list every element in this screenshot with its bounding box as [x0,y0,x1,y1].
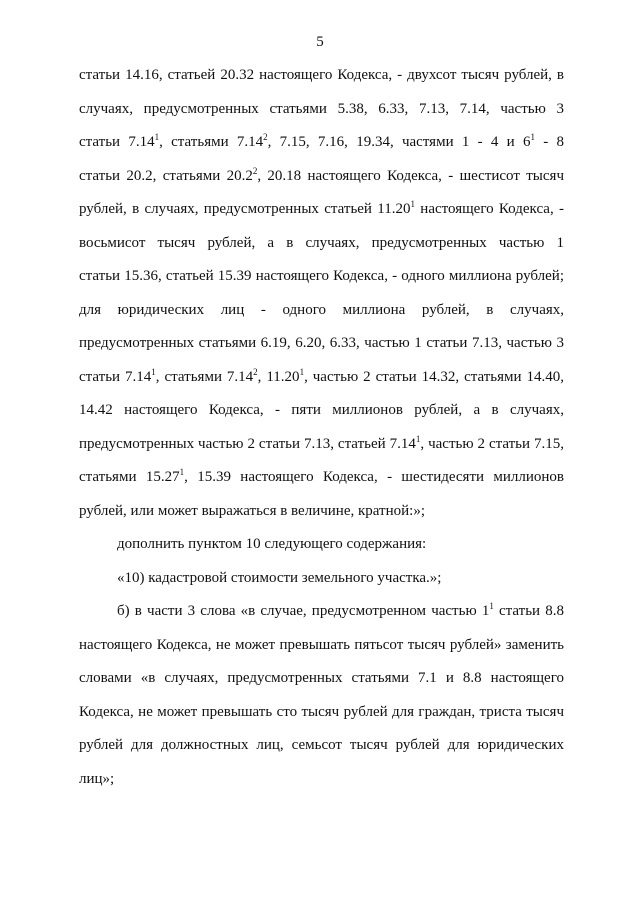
text-line [79,300,564,320]
text-line [79,199,564,219]
text-line [79,501,564,521]
text-segment: предусмотренных частью 2 статьи 7.13, статьей 7.14 [79,435,416,452]
superscript: 1 [154,132,160,142]
text-line [79,166,564,186]
superscript: 1 [410,199,415,209]
text-line [79,65,564,85]
text-segment: , частью 2 статьи 7.15, [420,435,564,452]
text-line [79,668,564,688]
text-segment: , 11.20 [257,368,300,385]
text-segment: дополнить пунктом 10 следующего содержания: [117,536,427,552]
text-segment: 14.42 настоящего Кодекса, - пяти миллионов рублей, а в случаях, [79,402,564,418]
superscript: 1 [179,467,185,477]
text-line [79,367,564,387]
text-segment: случаях, предусмотренных статьями 5.38, 6.33, 7.13, 7.14, частью 3 [79,100,564,117]
text-segment: статьи 7.14 [79,368,152,385]
text-line [79,266,564,286]
text-line [117,534,564,554]
text-segment: восьмисот тысяч рублей, а в случаях, предусмотренных частью 1 [79,234,564,251]
text-line [117,568,564,588]
superscript: 2 [253,366,258,377]
text-segment: рублей, или может выражаться в величине, кратной:»; [79,502,425,519]
text-segment: статьи 20.2, статьями 20.2 [79,167,253,184]
text-line [79,769,564,789]
text-segment: , частью 2 статьи 14.32, статьями 14.40, [304,368,565,385]
text-segment: статьи 15.36, статьей 15.39 настоящего Кодекса, - одного миллиона рублей; [79,268,564,284]
text-segment: предусмотренных статьями 6.19, 6.20, 6.33, частью 1 статьи 7.13, частью 3 [79,335,564,351]
text-segment: , статьями 7.14 [155,368,254,385]
text-segment: для юридических лиц - одного миллиона рублей, в случаях, [79,301,564,318]
text-line [79,99,564,119]
text-line [79,233,564,253]
text-line [79,635,564,655]
text-line [79,434,564,454]
superscript: 1 [151,366,156,377]
text-segment: статьи 7.14 [79,134,155,150]
text-line [79,400,564,420]
text-line [79,702,564,722]
superscript: 1 [299,366,305,377]
text-segment: , 20.18 настоящего Кодекса, - шестисот тысяч [257,167,564,184]
text-line [117,601,564,621]
text-segment: , статьями 7.14 [159,134,264,150]
superscript: 2 [252,165,258,176]
text-segment: , 15.39 настоящего Кодекса, - шестидесяти миллионов [184,469,565,485]
text-segment: рублей для должностных лиц, семьсот тысяч рублей для юридических [79,737,564,753]
text-segment: , 7.15, 7.16, 19.34, частями 1 - 4 и 6 [267,134,531,150]
text-line [79,467,564,487]
text-segment: статьи 8.8 [493,603,564,619]
superscript: 1 [489,601,494,611]
text-segment: статьями 15.27 [79,469,180,485]
text-segment: Кодекса, не может превышать сто тысяч рублей для граждан, триста тысяч [79,703,564,720]
superscript: 1 [415,433,421,444]
text-segment: словами «в случаях, предусмотренных статьями 7.1 и 8.8 настоящего [79,670,564,686]
text-segment: лиц»; [79,770,115,787]
text-segment: рублей, в случаях, предусмотренных статьей 11.20 [79,201,411,217]
page-number: 5 [316,34,324,50]
text-line [79,333,564,353]
text-segment: настоящего Кодекса, не может превышать пятьсот тысяч рублей» заменить [79,636,564,653]
text-segment: «10) кадастровой стоимости земельного участка.»; [117,569,442,586]
superscript: 2 [263,132,268,142]
text-segment: статьи 14.16, статьей 20.32 настоящего Кодекса, - двухсот тысяч рублей, в [79,67,564,83]
text-segment: б) в части 3 слова «в случае, предусмотренном частью 1 [117,603,490,619]
text-segment: - 8 [534,134,564,150]
text-segment: настоящего Кодекса, - [414,201,565,217]
text-line [79,132,564,152]
text-line [79,735,564,755]
superscript: 1 [530,132,535,142]
